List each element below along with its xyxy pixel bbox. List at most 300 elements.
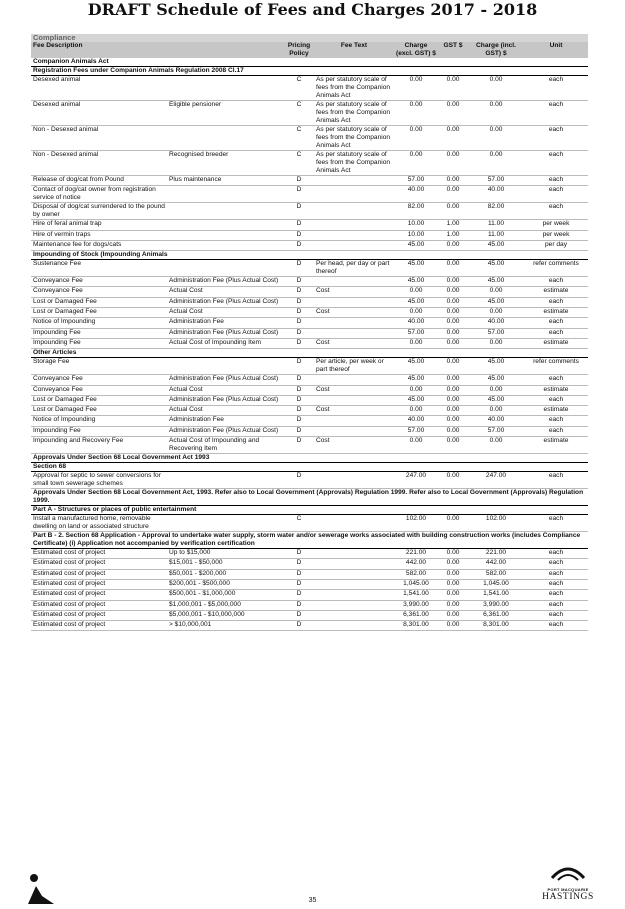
unit: each bbox=[524, 375, 588, 385]
gst-amount: 0.00 bbox=[438, 101, 468, 126]
table-row bbox=[31, 579, 588, 589]
fee-text bbox=[314, 515, 394, 532]
category-label: Compliance bbox=[33, 34, 76, 42]
fee-text bbox=[314, 240, 394, 250]
charge-incl-gst: 82.00 bbox=[468, 203, 524, 220]
gst-amount: 0.00 bbox=[438, 308, 468, 318]
pricing-policy: D bbox=[284, 472, 314, 489]
gst-amount: 0.00 bbox=[438, 126, 468, 151]
fee-subdescription: $1,000,001 - $5,000,000 bbox=[167, 600, 284, 610]
header-fee-description: Fee Description bbox=[33, 42, 83, 49]
charge-incl-gst: 0.00 bbox=[468, 437, 524, 454]
table-row bbox=[31, 220, 588, 230]
fee-text bbox=[314, 318, 394, 328]
fee-description: Desexed animal bbox=[31, 101, 167, 126]
fee-description: Maintenance fee for dogs/cats bbox=[31, 240, 167, 250]
charge-incl-gst: 11.00 bbox=[468, 220, 524, 230]
charge-incl-gst: 45.00 bbox=[468, 297, 524, 307]
fee-description: Desexed animal bbox=[31, 76, 167, 101]
pricing-policy: D bbox=[284, 287, 314, 297]
charge-excl-gst: 442.00 bbox=[394, 559, 438, 569]
gst-amount: 0.00 bbox=[438, 375, 468, 385]
table-header bbox=[31, 42, 588, 58]
charge-incl-gst: 45.00 bbox=[468, 395, 524, 405]
section-heading: Part B - 2. Section 68 Application - Approval to undertake water supply, storm water and/or sewerage works associated with building construction works (includes Compliance Certificate) (i) Application not accompanied by verification certification bbox=[31, 532, 588, 549]
table-row bbox=[31, 297, 588, 307]
unit: each bbox=[524, 277, 588, 287]
fee-description: Release of dog/cat from Pound bbox=[31, 176, 167, 186]
gst-amount: 0.00 bbox=[438, 590, 468, 600]
unit: each bbox=[524, 600, 588, 610]
table-row bbox=[31, 230, 588, 240]
charge-excl-gst: 0.00 bbox=[394, 287, 438, 297]
fee-text bbox=[314, 176, 394, 186]
fee-subdescription: Recognised breeder bbox=[167, 151, 284, 176]
pricing-policy: D bbox=[284, 220, 314, 230]
section-heading-row bbox=[31, 349, 588, 358]
fee-description: Estimated cost of project bbox=[31, 590, 167, 600]
charge-excl-gst: 0.00 bbox=[394, 385, 438, 395]
section-heading-row bbox=[31, 532, 588, 549]
fee-text bbox=[314, 426, 394, 436]
fee-description: Sustenance Fee bbox=[31, 260, 167, 277]
pricing-policy: D bbox=[284, 590, 314, 600]
logo-text-top: PORT MACQUARIE bbox=[547, 887, 589, 892]
fee-text bbox=[314, 472, 394, 489]
charge-excl-gst: 82.00 bbox=[394, 203, 438, 220]
fee-description: Impounding Fee bbox=[31, 328, 167, 338]
charge-excl-gst: 45.00 bbox=[394, 375, 438, 385]
fee-text bbox=[314, 549, 394, 559]
section-heading-row bbox=[31, 58, 588, 67]
charge-excl-gst: 221.00 bbox=[394, 549, 438, 559]
fee-subdescription: > $10,000,001 bbox=[167, 621, 284, 631]
charge-excl-gst: 102.00 bbox=[394, 515, 438, 532]
header-charge-incl: Charge (incl. GST) $ bbox=[476, 42, 516, 57]
charge-incl-gst: 582.00 bbox=[468, 569, 524, 579]
fee-description: Lost or Damaged Fee bbox=[31, 297, 167, 307]
fee-subdescription: Actual Cost bbox=[167, 308, 284, 318]
fee-text bbox=[314, 621, 394, 631]
unit: estimate bbox=[524, 287, 588, 297]
charge-incl-gst: 45.00 bbox=[468, 375, 524, 385]
gst-amount: 0.00 bbox=[438, 472, 468, 489]
pricing-policy: D bbox=[284, 416, 314, 426]
section-heading: Section 68 bbox=[31, 463, 588, 472]
table-row bbox=[31, 76, 588, 101]
fee-text: Cost bbox=[314, 406, 394, 416]
gst-amount: 0.00 bbox=[438, 76, 468, 101]
charge-incl-gst: 0.00 bbox=[468, 151, 524, 176]
pricing-policy: D bbox=[284, 579, 314, 589]
fee-description: Conveyance Fee bbox=[31, 375, 167, 385]
header-gst: GST $ bbox=[443, 42, 463, 49]
pricing-policy: D bbox=[284, 395, 314, 405]
charge-incl-gst: 0.00 bbox=[468, 308, 524, 318]
charge-incl-gst: 40.00 bbox=[468, 416, 524, 426]
fee-text bbox=[314, 375, 394, 385]
charge-excl-gst: 1,541.00 bbox=[394, 590, 438, 600]
fee-subdescription bbox=[167, 515, 284, 532]
charge-excl-gst: 40.00 bbox=[394, 318, 438, 328]
fee-subdescription: Eligible pensioner bbox=[167, 101, 284, 126]
charge-incl-gst: 45.00 bbox=[468, 260, 524, 277]
fee-subdescription: Actual Cost of Impounding and Recovering Item bbox=[167, 437, 284, 454]
charge-excl-gst: 247.00 bbox=[394, 472, 438, 489]
table-row bbox=[31, 328, 588, 338]
page-title: DRAFT Schedule of Fees and Charges 2017 - 2018 bbox=[87, 0, 538, 19]
fee-description: Estimated cost of project bbox=[31, 559, 167, 569]
pricing-policy: D bbox=[284, 328, 314, 338]
charge-excl-gst: 45.00 bbox=[394, 240, 438, 250]
unit: each bbox=[524, 318, 588, 328]
unit: each bbox=[524, 297, 588, 307]
charge-incl-gst: 45.00 bbox=[468, 358, 524, 375]
unit: each bbox=[524, 76, 588, 101]
unit: each bbox=[524, 176, 588, 186]
charge-excl-gst: 57.00 bbox=[394, 328, 438, 338]
fee-text bbox=[314, 328, 394, 338]
fee-description: Notice of Impounding bbox=[31, 416, 167, 426]
unit: estimate bbox=[524, 437, 588, 454]
fee-text: As per statutory scale of fees from the Companion Animals Act bbox=[314, 101, 394, 126]
charge-excl-gst: 57.00 bbox=[394, 176, 438, 186]
fee-text bbox=[314, 220, 394, 230]
unit: each bbox=[524, 186, 588, 203]
fee-text: Cost bbox=[314, 308, 394, 318]
pricing-policy: D bbox=[284, 426, 314, 436]
table-row bbox=[31, 126, 588, 151]
pricing-policy: D bbox=[284, 260, 314, 277]
pricing-policy: D bbox=[284, 186, 314, 203]
charge-excl-gst: 3,990.00 bbox=[394, 600, 438, 610]
table-row bbox=[31, 151, 588, 176]
fee-subdescription: Up to $15,000 bbox=[167, 549, 284, 559]
unit: refer comments bbox=[524, 260, 588, 277]
charge-incl-gst: 1,541.00 bbox=[468, 590, 524, 600]
gst-amount: 0.00 bbox=[438, 186, 468, 203]
fee-subdescription: Administration Fee (Plus Actual Cost) bbox=[167, 277, 284, 287]
fee-subdescription: Actual Cost bbox=[167, 385, 284, 395]
unit: per day bbox=[524, 240, 588, 250]
gst-amount: 0.00 bbox=[438, 338, 468, 348]
gst-amount: 0.00 bbox=[438, 328, 468, 338]
section-heading: Approvals Under Section 68 Local Government Act 1993 bbox=[31, 454, 588, 463]
page-number: 35 bbox=[308, 897, 317, 904]
unit: estimate bbox=[524, 385, 588, 395]
pricing-policy: C bbox=[284, 151, 314, 176]
fee-subdescription: Administration Fee (Plus Actual Cost) bbox=[167, 297, 284, 307]
table-row bbox=[31, 101, 588, 126]
table-row bbox=[31, 318, 588, 328]
fee-subdescription bbox=[167, 472, 284, 489]
pricing-policy: D bbox=[284, 176, 314, 186]
gst-amount: 1.00 bbox=[438, 220, 468, 230]
fee-subdescription bbox=[167, 230, 284, 240]
fee-text: Cost bbox=[314, 287, 394, 297]
fee-description: Non - Desexed animal bbox=[31, 126, 167, 151]
gst-amount: 0.00 bbox=[438, 203, 468, 220]
charge-excl-gst: 45.00 bbox=[394, 297, 438, 307]
logo-text-bottom: HASTINGS bbox=[542, 892, 594, 902]
pricing-policy: D bbox=[284, 297, 314, 307]
charge-excl-gst: 40.00 bbox=[394, 186, 438, 203]
fee-subdescription: Administration Fee (Plus Actual Cost) bbox=[167, 395, 284, 405]
gst-amount: 0.00 bbox=[438, 426, 468, 436]
charge-excl-gst: 10.00 bbox=[394, 230, 438, 240]
pricing-policy: D bbox=[284, 240, 314, 250]
section-heading-row bbox=[31, 489, 588, 506]
charge-incl-gst: 8,301.00 bbox=[468, 621, 524, 631]
fee-description: Estimated cost of project bbox=[31, 600, 167, 610]
charge-incl-gst: 40.00 bbox=[468, 318, 524, 328]
table-row bbox=[31, 375, 588, 385]
gst-amount: 0.00 bbox=[438, 395, 468, 405]
pricing-policy: D bbox=[284, 338, 314, 348]
unit: estimate bbox=[524, 406, 588, 416]
charge-incl-gst: 0.00 bbox=[468, 385, 524, 395]
table-row bbox=[31, 176, 588, 186]
unit: each bbox=[524, 559, 588, 569]
fee-description: Impounding Fee bbox=[31, 338, 167, 348]
charge-excl-gst: 0.00 bbox=[394, 437, 438, 454]
fee-subdescription bbox=[167, 240, 284, 250]
unit: each bbox=[524, 579, 588, 589]
charge-excl-gst: 45.00 bbox=[394, 395, 438, 405]
fee-subdescription: Actual Cost of Impounding Item bbox=[167, 338, 284, 348]
pricing-policy: D bbox=[284, 277, 314, 287]
gst-amount: 0.00 bbox=[438, 515, 468, 532]
charge-excl-gst: 10.00 bbox=[394, 220, 438, 230]
gst-amount: 0.00 bbox=[438, 549, 468, 559]
fee-description: Estimated cost of project bbox=[31, 569, 167, 579]
header-unit: Unit bbox=[549, 42, 563, 49]
charge-incl-gst: 102.00 bbox=[468, 515, 524, 532]
fee-subdescription: Administration Fee (Plus Actual Cost) bbox=[167, 375, 284, 385]
fee-description: Hire of vermin traps bbox=[31, 230, 167, 240]
fee-text bbox=[314, 559, 394, 569]
charge-incl-gst: 0.00 bbox=[468, 126, 524, 151]
fee-text bbox=[314, 186, 394, 203]
fee-description: Conveyance Fee bbox=[31, 277, 167, 287]
charge-incl-gst: 0.00 bbox=[468, 76, 524, 101]
table-row bbox=[31, 610, 588, 620]
pricing-policy: D bbox=[284, 308, 314, 318]
fee-description: Non - Desexed animal bbox=[31, 151, 167, 176]
charge-incl-gst: 0.00 bbox=[468, 406, 524, 416]
fee-subdescription bbox=[167, 126, 284, 151]
section-heading: Approvals Under Section 68 Local Government Act, 1993. Refer also to Local Government (Approvals) Regulation 1999. Refer also to Local Government (Approvals) Regulation 1999. bbox=[31, 489, 588, 506]
gst-amount: 0.00 bbox=[438, 297, 468, 307]
pricing-policy: D bbox=[284, 230, 314, 240]
fee-subdescription: Actual Cost bbox=[167, 287, 284, 297]
gst-amount: 0.00 bbox=[438, 287, 468, 297]
fee-subdescription: Actual Cost bbox=[167, 406, 284, 416]
charge-incl-gst: 40.00 bbox=[468, 186, 524, 203]
charge-incl-gst: 3,990.00 bbox=[468, 600, 524, 610]
fee-text bbox=[314, 297, 394, 307]
fee-text: Per article, per week or part thereof bbox=[314, 358, 394, 375]
unit: estimate bbox=[524, 308, 588, 318]
section-heading-row bbox=[31, 454, 588, 463]
unit: each bbox=[524, 203, 588, 220]
pricing-policy: D bbox=[284, 385, 314, 395]
fee-description: Storage Fee bbox=[31, 358, 167, 375]
charge-excl-gst: 0.00 bbox=[394, 101, 438, 126]
unit: each bbox=[524, 549, 588, 559]
charge-incl-gst: 247.00 bbox=[468, 472, 524, 489]
fee-text bbox=[314, 610, 394, 620]
table-row bbox=[31, 358, 588, 375]
gst-amount: 0.00 bbox=[438, 406, 468, 416]
section-heading: Impounding of Stock (Impounding Animals bbox=[31, 251, 588, 260]
fee-subdescription bbox=[167, 220, 284, 230]
unit: each bbox=[524, 569, 588, 579]
fees-table bbox=[31, 34, 588, 631]
pricing-policy: D bbox=[284, 406, 314, 416]
charge-excl-gst: 57.00 bbox=[394, 426, 438, 436]
unit: refer comments bbox=[524, 358, 588, 375]
table-row bbox=[31, 600, 588, 610]
charge-excl-gst: 1,045.00 bbox=[394, 579, 438, 589]
gst-amount: 0.00 bbox=[438, 176, 468, 186]
fee-text bbox=[314, 590, 394, 600]
fee-text: As per statutory scale of fees from the Companion Animals Act bbox=[314, 151, 394, 176]
pricing-policy: C bbox=[284, 101, 314, 126]
pricing-policy: D bbox=[284, 203, 314, 220]
pricing-policy: D bbox=[284, 437, 314, 454]
unit: each bbox=[524, 472, 588, 489]
charge-excl-gst: 40.00 bbox=[394, 416, 438, 426]
fee-text bbox=[314, 203, 394, 220]
fee-subdescription bbox=[167, 203, 284, 220]
table-row bbox=[31, 590, 588, 600]
unit: each bbox=[524, 515, 588, 532]
pricing-policy: D bbox=[284, 375, 314, 385]
fee-text bbox=[314, 230, 394, 240]
unit: each bbox=[524, 126, 588, 151]
table-row bbox=[31, 308, 588, 318]
charge-excl-gst: 0.00 bbox=[394, 338, 438, 348]
pricing-policy: D bbox=[284, 358, 314, 375]
gst-amount: 0.00 bbox=[438, 437, 468, 454]
fee-text: Per head, per day or part thereof bbox=[314, 260, 394, 277]
fee-subdescription bbox=[167, 358, 284, 375]
charge-excl-gst: 0.00 bbox=[394, 151, 438, 176]
unit: each bbox=[524, 610, 588, 620]
unit: each bbox=[524, 328, 588, 338]
fee-text bbox=[314, 277, 394, 287]
fee-subdescription: $50,001 - $200,000 bbox=[167, 569, 284, 579]
fee-text bbox=[314, 600, 394, 610]
charge-excl-gst: 0.00 bbox=[394, 308, 438, 318]
charge-incl-gst: 45.00 bbox=[468, 277, 524, 287]
table-row bbox=[31, 338, 588, 348]
category-row bbox=[31, 34, 588, 42]
pricing-policy: D bbox=[284, 569, 314, 579]
pricing-policy: D bbox=[284, 600, 314, 610]
unit: each bbox=[524, 621, 588, 631]
gst-amount: 0.00 bbox=[438, 260, 468, 277]
pricing-policy: C bbox=[284, 515, 314, 532]
table-row bbox=[31, 277, 588, 287]
fee-subdescription: Plus maintenance bbox=[167, 176, 284, 186]
table-row bbox=[31, 569, 588, 579]
unit: each bbox=[524, 590, 588, 600]
fee-text bbox=[314, 416, 394, 426]
gst-amount: 0.00 bbox=[438, 579, 468, 589]
charge-incl-gst: 57.00 bbox=[468, 426, 524, 436]
table-row bbox=[31, 385, 588, 395]
table-row bbox=[31, 287, 588, 297]
gst-amount: 1.00 bbox=[438, 230, 468, 240]
fee-text: Cost bbox=[314, 338, 394, 348]
fee-description: Lost or Damaged Fee bbox=[31, 308, 167, 318]
fee-description: Contact of dog/cat owner from registration service of notice bbox=[31, 186, 167, 203]
fee-description: Conveyance Fee bbox=[31, 385, 167, 395]
gst-amount: 0.00 bbox=[438, 600, 468, 610]
fee-description: Impounding Fee bbox=[31, 426, 167, 436]
unit: each bbox=[524, 151, 588, 176]
table-row bbox=[31, 515, 588, 532]
unit: each bbox=[524, 395, 588, 405]
charge-excl-gst: 0.00 bbox=[394, 126, 438, 151]
charge-excl-gst: 45.00 bbox=[394, 277, 438, 287]
gst-amount: 0.00 bbox=[438, 385, 468, 395]
charge-excl-gst: 582.00 bbox=[394, 569, 438, 579]
pricing-policy: D bbox=[284, 549, 314, 559]
charge-excl-gst: 0.00 bbox=[394, 406, 438, 416]
table-row bbox=[31, 406, 588, 416]
fee-subdescription bbox=[167, 186, 284, 203]
fee-text: Cost bbox=[314, 385, 394, 395]
unit: each bbox=[524, 416, 588, 426]
fee-text bbox=[314, 569, 394, 579]
fee-description: Estimated cost of project bbox=[31, 610, 167, 620]
pricing-policy: D bbox=[284, 610, 314, 620]
fee-text: Cost bbox=[314, 437, 394, 454]
pricing-policy: C bbox=[284, 126, 314, 151]
table-row bbox=[31, 559, 588, 569]
charge-incl-gst: 0.00 bbox=[468, 338, 524, 348]
gst-amount: 0.00 bbox=[438, 416, 468, 426]
pricing-policy: D bbox=[284, 621, 314, 631]
table-row bbox=[31, 621, 588, 631]
table-row bbox=[31, 240, 588, 250]
fee-description: Impounding and Recovery Fee bbox=[31, 437, 167, 454]
fee-subdescription bbox=[167, 260, 284, 277]
charge-incl-gst: 0.00 bbox=[468, 101, 524, 126]
charge-incl-gst: 221.00 bbox=[468, 549, 524, 559]
fee-text: As per statutory scale of fees from the Companion Animals Act bbox=[314, 126, 394, 151]
charge-excl-gst: 45.00 bbox=[394, 260, 438, 277]
fee-subdescription: $5,000,001 - $10,000,000 bbox=[167, 610, 284, 620]
charge-incl-gst: 57.00 bbox=[468, 328, 524, 338]
charge-incl-gst: 45.00 bbox=[468, 240, 524, 250]
pricing-policy: D bbox=[284, 559, 314, 569]
header-pricing-policy: Pricing Policy bbox=[287, 42, 311, 57]
section-heading-row bbox=[31, 67, 588, 76]
section-heading: Other Articles bbox=[31, 349, 588, 358]
table-row bbox=[31, 426, 588, 436]
fee-description: Disposal of dog/cat surrendered to the pound by owner bbox=[31, 203, 167, 220]
charge-incl-gst: 57.00 bbox=[468, 176, 524, 186]
fee-subdescription: $200,001 - $500,000 bbox=[167, 579, 284, 589]
section-heading: Registration Fees under Companion Animals Regulation 2008 Cl.17 bbox=[31, 67, 588, 76]
gst-amount: 0.00 bbox=[438, 610, 468, 620]
fee-subdescription bbox=[167, 76, 284, 101]
charge-excl-gst: 6,361.00 bbox=[394, 610, 438, 620]
